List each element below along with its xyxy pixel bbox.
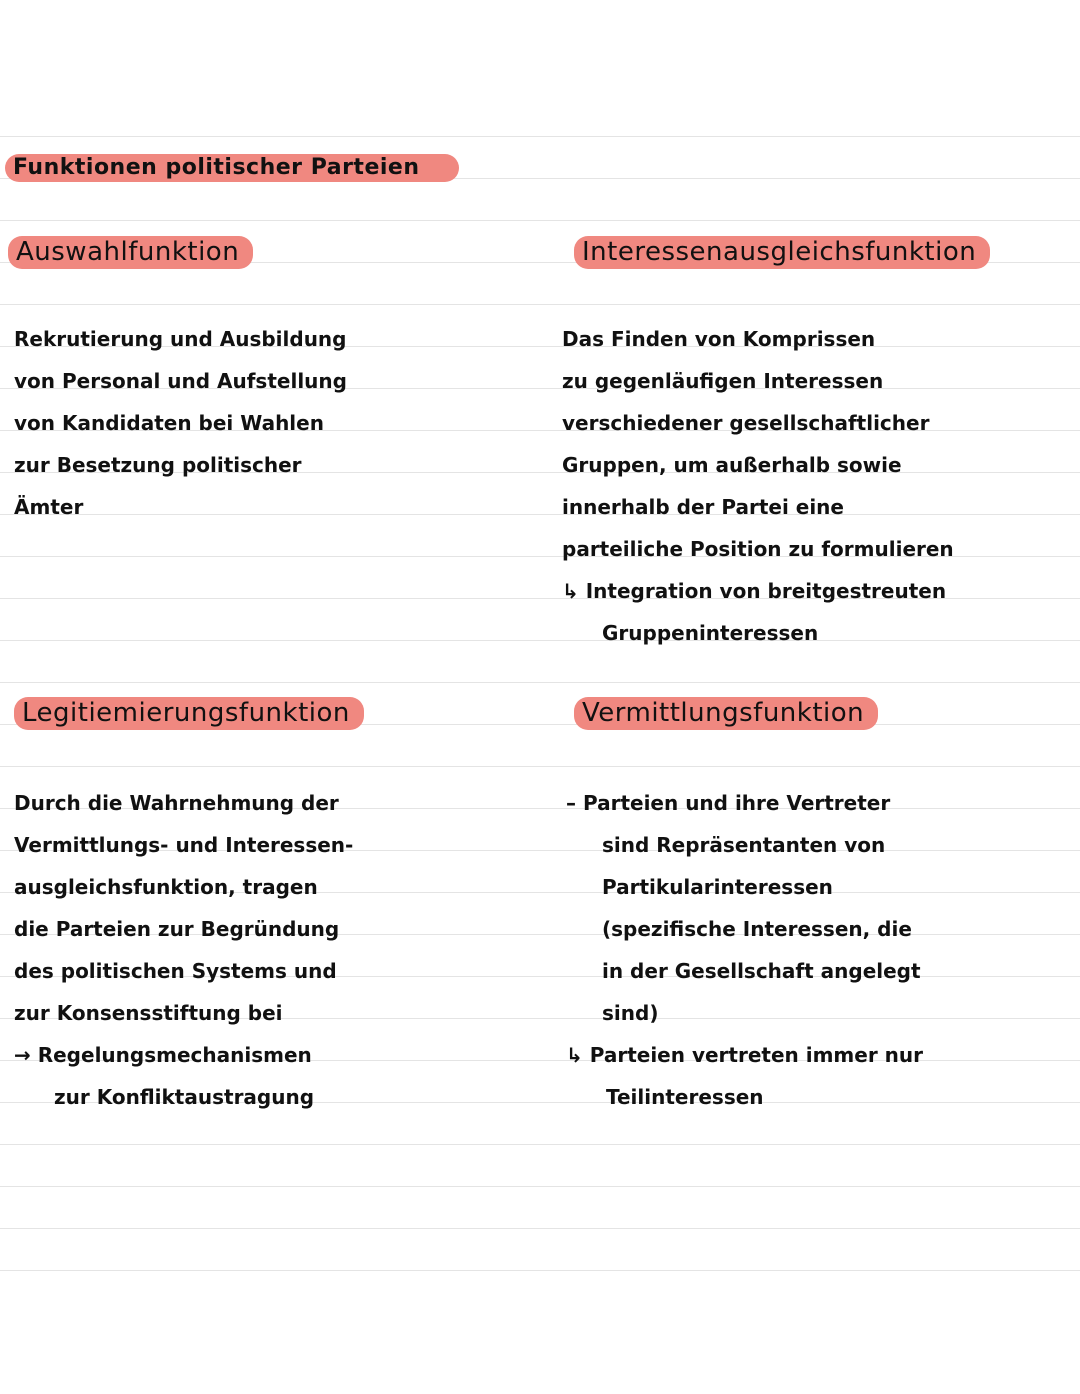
text-line-arrow: ↳ Parteien vertreten immer nur xyxy=(566,1043,923,1067)
ruled-line xyxy=(0,220,1080,221)
section-heading-vermittlungsfunktion: Vermittlungsfunktion xyxy=(574,697,878,730)
text-line: Teilinteressen xyxy=(606,1085,764,1109)
section-heading-auswahlfunktion: Auswahlfunktion xyxy=(8,236,253,269)
text-line: des politischen Systems und xyxy=(14,959,337,983)
text-line: zur Konfliktaustragung xyxy=(54,1085,315,1109)
text-line: Gruppen, um außerhalb sowie xyxy=(562,453,902,477)
text-line: zur Konsensstiftung bei xyxy=(14,1001,283,1025)
ruled-line xyxy=(0,682,1080,683)
ruled-line xyxy=(0,1144,1080,1145)
text-line: sind) xyxy=(602,1001,659,1025)
ruled-line xyxy=(0,1228,1080,1229)
text-line: zu gegenläufigen Interessen xyxy=(562,369,884,393)
section-heading-interessenausgleichsfunktion: Interessenausgleichsfunktion xyxy=(574,236,990,269)
section-body-auswahlfunktion xyxy=(14,318,347,528)
section-heading-legitiemierungsfunktion: Legitiemierungsfunktion xyxy=(14,697,364,730)
text-line: von Personal und Aufstellung xyxy=(14,369,347,393)
text-line: Partikularinteressen xyxy=(602,875,833,899)
text-line-bullet: – Parteien und ihre Vertreter xyxy=(566,791,891,815)
text-line: sind Repräsentanten von xyxy=(602,833,886,857)
section-body-vermittlungsfunktion xyxy=(566,782,923,1118)
text-line: parteiliche Position zu formulieren xyxy=(562,537,954,561)
text-line: von Kandidaten bei Wahlen xyxy=(14,411,324,435)
text-line: verschiedener gesellschaftlicher xyxy=(562,411,930,435)
text-line: Vermittlungs- und Interessen- xyxy=(14,833,354,857)
text-line: Das Finden von Komprissen xyxy=(562,327,876,351)
text-line: Gruppeninteressen xyxy=(602,621,819,645)
ruled-line xyxy=(0,136,1080,137)
ruled-line xyxy=(0,766,1080,767)
text-line: ausgleichsfunktion, tragen xyxy=(14,875,318,899)
text-line: Rekrutierung und Ausbildung xyxy=(14,327,347,351)
text-line-arrow: ↳ Integration von breitgestreuten xyxy=(562,579,947,603)
text-line: (spezifische Interessen, die xyxy=(602,917,912,941)
text-line-arrow: → Regelungsmechanismen xyxy=(14,1043,312,1067)
ruled-line xyxy=(0,1270,1080,1271)
text-line: zur Besetzung politischer xyxy=(14,453,302,477)
text-line: in der Gesellschaft angelegt xyxy=(602,959,921,983)
ruled-line xyxy=(0,304,1080,305)
section-body-legitiemierungsfunktion xyxy=(14,782,353,1118)
text-line: Durch die Wahrnehmung der xyxy=(14,791,339,815)
ruled-line xyxy=(0,1186,1080,1187)
text-line: innerhalb der Partei eine xyxy=(562,495,844,519)
text-line: Ämter xyxy=(14,495,84,519)
section-body-interessenausgleichsfunktion xyxy=(562,318,954,654)
text-line: die Parteien zur Begründung xyxy=(14,917,340,941)
page-title: Funktionen politischer Parteien xyxy=(5,154,459,182)
